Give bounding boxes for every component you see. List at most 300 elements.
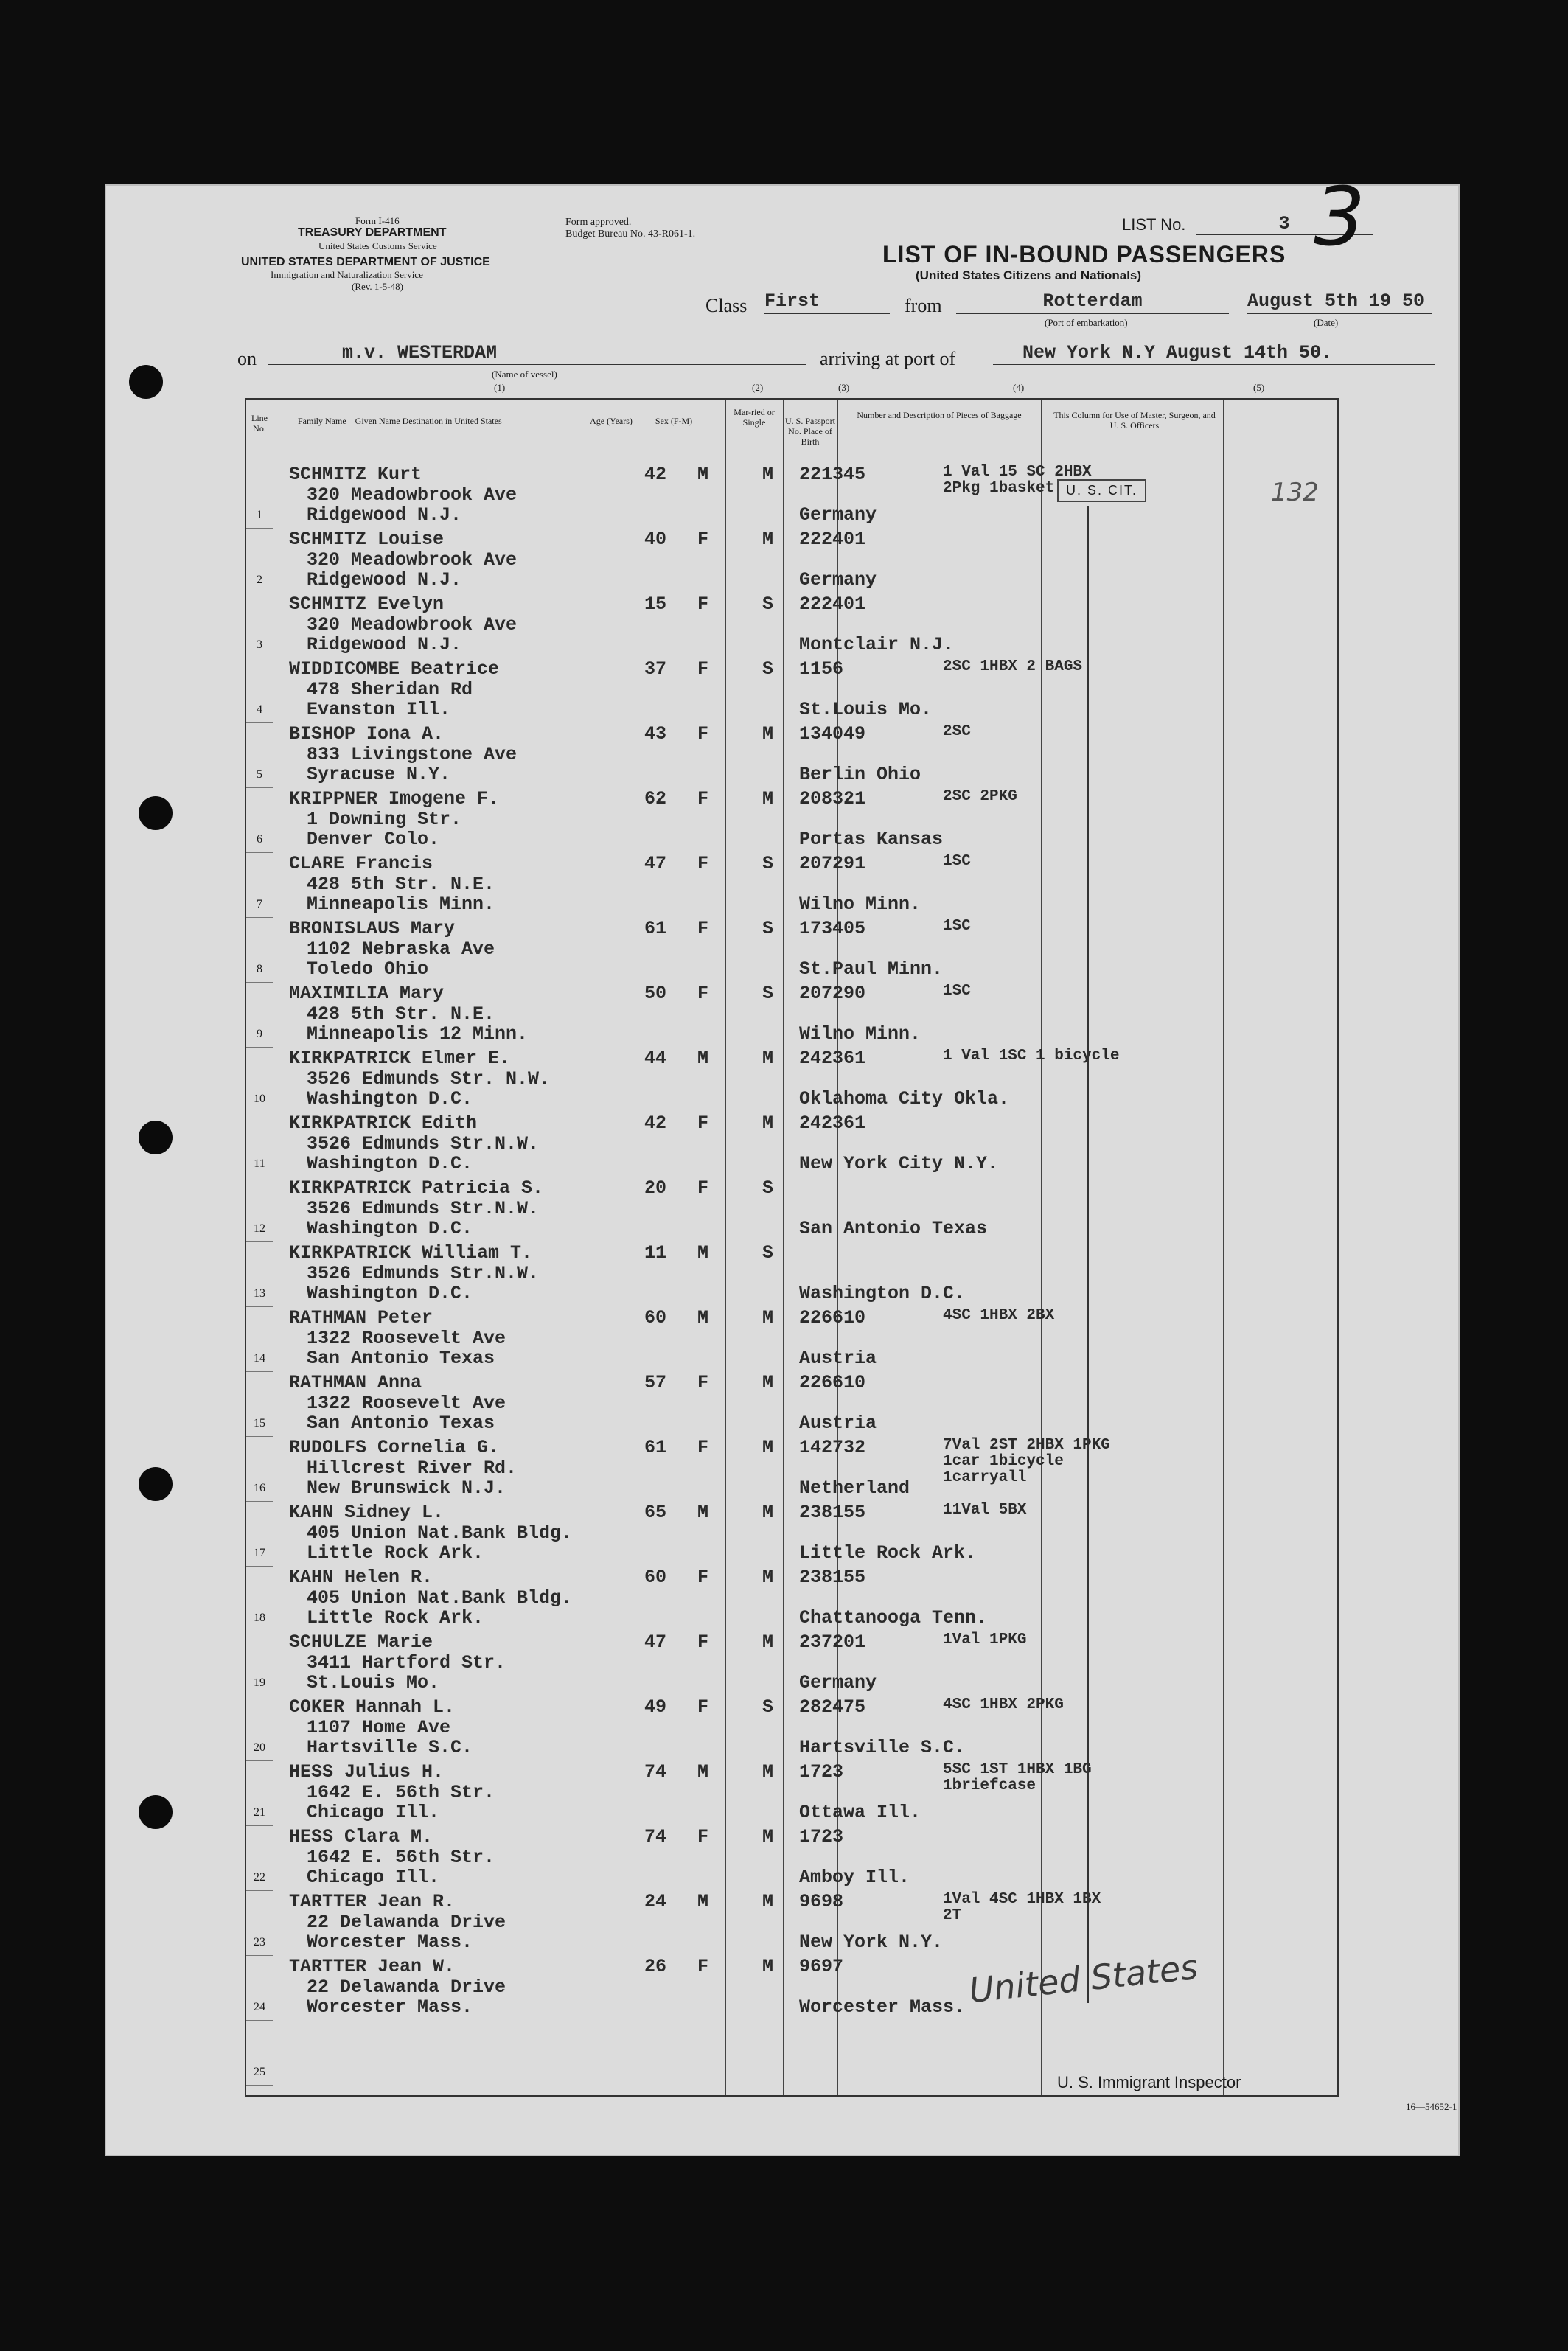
binder-hole	[139, 796, 173, 830]
passenger-marital-status: S	[762, 853, 774, 874]
place-of-birth: Chattanooga Tenn.	[799, 1607, 988, 1629]
header-officers: This Column for Use of Master, Surgeon, and U. S. Officers	[1053, 410, 1216, 431]
passenger-sex: F	[697, 983, 709, 1004]
passenger-address-city: Washington D.C.	[307, 1218, 473, 1239]
passenger-age: 44	[644, 1048, 667, 1069]
row-number: 21	[254, 1806, 265, 1819]
passport-number: 134049	[799, 723, 866, 745]
passenger-name: SCHMITZ Kurt	[289, 464, 422, 485]
passport-number: 242361	[799, 1048, 866, 1069]
place-of-birth: St.Paul Minn.	[799, 958, 944, 980]
date-caption: (Date)	[1314, 317, 1339, 328]
header-married: Mar-ried or Single	[734, 407, 775, 428]
passenger-age: 74	[644, 1826, 667, 1847]
passenger-address-street: 3526 Edmunds Str.N.W.	[307, 1133, 540, 1154]
page-title: LIST OF IN-BOUND PASSENGERS	[882, 241, 1286, 268]
baggage-description: 4SC 1HBX 2PKG	[943, 1696, 1064, 1713]
row-number: 11	[254, 1157, 265, 1170]
passenger-age: 20	[644, 1177, 667, 1199]
on-label: on	[237, 348, 257, 369]
table-row	[246, 917, 273, 918]
passenger-sex: M	[697, 1242, 709, 1264]
passenger-address-city: New Brunswick N.J.	[307, 1477, 506, 1499]
passenger-marital-status: S	[762, 983, 774, 1004]
passenger-address-street: 1322 Roosevelt Ave	[307, 1328, 506, 1349]
passenger-address-city: Evanston Ill.	[307, 699, 451, 720]
passenger-address-street: 320 Meadowbrook Ave	[307, 484, 518, 506]
table-row	[246, 2085, 273, 2086]
passenger-address-city: Chicago Ill.	[307, 1867, 440, 1888]
passenger-sex: M	[697, 1307, 709, 1328]
vessel-value: m.v. WESTERDAM	[268, 343, 806, 365]
passenger-name: RUDOLFS Cornelia G.	[289, 1437, 500, 1458]
passenger-address-street: 428 5th Str. N.E.	[307, 1003, 495, 1025]
passenger-address-city: Little Rock Ark.	[307, 1542, 484, 1564]
baggage-description: 2SC	[943, 723, 971, 740]
passport-number: 237201	[799, 1631, 866, 1653]
place-of-birth: St.Louis Mo.	[799, 699, 933, 720]
passenger-marital-status: S	[762, 1696, 774, 1718]
row-number: 2	[257, 574, 262, 586]
passport-number: 238155	[799, 1502, 866, 1523]
table-row	[246, 1436, 273, 1437]
baggage-description: 2SC 2PKG	[943, 788, 1017, 805]
passenger-address-street: 3526 Edmunds Str. N.W.	[307, 1068, 551, 1090]
passenger-sex: F	[697, 1437, 709, 1458]
passenger-name: COKER Hannah L.	[289, 1696, 456, 1718]
passenger-marital-status: M	[762, 723, 774, 745]
row-number: 8	[257, 963, 262, 975]
from-label: from	[905, 295, 942, 316]
passport-number: 9697	[799, 1956, 844, 1977]
table-row	[246, 1890, 273, 1891]
passport-number: 221345	[799, 464, 866, 485]
place-of-birth: New York N.Y.	[799, 1932, 944, 1953]
passenger-name: SCHMITZ Louise	[289, 529, 445, 550]
baggage-description: 1Val 4SC 1HBX 1BX 2T	[943, 1891, 1101, 1924]
table-row	[246, 2020, 273, 2021]
passport-number: 1723	[799, 1761, 844, 1783]
place-of-birth: Washington D.C.	[799, 1283, 966, 1304]
customs-service: United States Customs Service	[318, 240, 437, 251]
baggage-description: 1SC	[943, 853, 971, 870]
passenger-age: 47	[644, 853, 667, 874]
col-num-5: (5)	[1253, 382, 1265, 393]
table-row	[246, 528, 273, 529]
footer-code: 16—54652-1	[1406, 2101, 1457, 2112]
passenger-age: 49	[644, 1696, 667, 1718]
passenger-address-city: Chicago Ill.	[307, 1802, 440, 1823]
passenger-name: SCHULZE Marie	[289, 1631, 433, 1653]
row-number: 17	[254, 1547, 265, 1559]
passenger-address-city: Washington D.C.	[307, 1283, 473, 1304]
passenger-sex: M	[697, 464, 709, 485]
place-of-birth: Portas Kansas	[799, 829, 944, 850]
passenger-sex: F	[697, 658, 709, 680]
passenger-address-city: Denver Colo.	[307, 829, 440, 850]
passenger-age: 11	[644, 1242, 667, 1264]
place-of-birth: Wilno Minn.	[799, 1023, 921, 1045]
passenger-age: 50	[644, 983, 667, 1004]
passenger-age: 42	[644, 1112, 667, 1134]
passenger-address-street: 1642 E. 56th Str.	[307, 1782, 495, 1803]
passenger-address-city: Ridgewood N.J.	[307, 504, 462, 526]
passenger-marital-status: M	[762, 1826, 774, 1847]
passport-number: 207290	[799, 983, 866, 1004]
passenger-address-street: 833 Livingstone Ave	[307, 744, 518, 765]
passenger-address-street: 3526 Edmunds Str.N.W.	[307, 1198, 540, 1219]
passenger-age: 74	[644, 1761, 667, 1783]
place-of-birth: Worcester Mass.	[799, 1996, 966, 2018]
passenger-sex: F	[697, 918, 709, 939]
passenger-address-city: Toledo Ohio	[307, 958, 429, 980]
passenger-marital-status: M	[762, 1112, 774, 1134]
passenger-address-city: Hartsville S.C.	[307, 1737, 473, 1758]
row-number: 18	[254, 1612, 265, 1624]
passenger-age: 24	[644, 1891, 667, 1912]
ins-service: Immigration and Naturalization Service	[271, 269, 423, 280]
passenger-address-city: Ridgewood N.J.	[307, 569, 462, 591]
col-num-3: (3)	[838, 382, 850, 393]
passenger-name: RATHMAN Peter	[289, 1307, 433, 1328]
baggage-description: 1 Val 15 SC 2HBX 2Pkg 1basket	[943, 464, 1092, 497]
passenger-sex: M	[697, 1048, 709, 1069]
table-row	[246, 1047, 273, 1048]
arriving-label: arriving at port of	[820, 348, 956, 369]
treasury-department: TREASURY DEPARTMENT	[298, 226, 447, 239]
passenger-sex: F	[697, 1567, 709, 1588]
passenger-address-city: San Antonio Texas	[307, 1348, 495, 1369]
passenger-age: 47	[644, 1631, 667, 1653]
passenger-sex: M	[697, 1891, 709, 1912]
header-passport: U. S. Passport No. Place of Birth	[784, 416, 835, 447]
table-row	[246, 1760, 273, 1761]
table-row	[246, 1955, 273, 1956]
passenger-marital-status: M	[762, 1631, 774, 1653]
passenger-sex: F	[697, 853, 709, 874]
table-row	[246, 852, 273, 853]
page-subtitle: (United States Citizens and Nationals)	[916, 268, 1142, 282]
place-of-birth: Austria	[799, 1413, 877, 1434]
passenger-sex: F	[697, 723, 709, 745]
passenger-address-street: 22 Delawanda Drive	[307, 1912, 506, 1933]
passport-number: 173405	[799, 918, 866, 939]
passenger-name: SCHMITZ Evelyn	[289, 593, 445, 615]
passenger-name: KAHN Sidney L.	[289, 1502, 445, 1523]
passenger-name: HESS Clara M.	[289, 1826, 433, 1847]
passenger-sex: F	[697, 1631, 709, 1653]
passenger-address-street: 1642 E. 56th Str.	[307, 1847, 495, 1868]
passenger-address-street: 320 Meadowbrook Ave	[307, 549, 518, 571]
passenger-age: 43	[644, 723, 667, 745]
passenger-address-street: 1322 Roosevelt Ave	[307, 1393, 506, 1414]
passenger-address-city: Worcester Mass.	[307, 1996, 473, 2018]
passenger-address-street: 3526 Edmunds Str.N.W.	[307, 1263, 540, 1284]
row-number: 15	[254, 1417, 265, 1429]
row-number: 5	[257, 768, 262, 781]
passenger-address-city: Worcester Mass.	[307, 1932, 473, 1953]
passenger-age: 26	[644, 1956, 667, 1977]
passenger-sex: F	[697, 1956, 709, 1977]
table-row	[246, 1825, 273, 1826]
row-number: 16	[254, 1482, 265, 1494]
passenger-sex: F	[697, 1372, 709, 1393]
list-no-label: LIST No.	[1122, 215, 1186, 234]
passenger-age: 60	[644, 1567, 667, 1588]
port-caption: (Port of embarkation)	[1045, 317, 1128, 328]
passenger-name: KAHN Helen R.	[289, 1567, 433, 1588]
passport-number: 226610	[799, 1307, 866, 1328]
table-row	[246, 787, 273, 788]
budget-bureau: Budget Bureau No. 43-R061-1.	[565, 229, 696, 240]
passenger-address-city: Syracuse N.Y.	[307, 764, 451, 785]
passenger-name: WIDDICOMBE Beatrice	[289, 658, 500, 680]
place-of-birth: Amboy Ill.	[799, 1867, 910, 1888]
passenger-marital-status: M	[762, 1891, 774, 1912]
baggage-description: 11Val 5BX	[943, 1502, 1027, 1519]
place-of-birth: Oklahoma City Okla.	[799, 1088, 1010, 1110]
passenger-age: 60	[644, 1307, 667, 1328]
header-line-no: Line No.	[251, 413, 268, 433]
passenger-table	[245, 398, 1339, 2097]
passenger-age: 40	[644, 529, 667, 550]
row-number: 19	[254, 1676, 265, 1689]
passenger-address-city: San Antonio Texas	[307, 1413, 495, 1434]
table-row	[246, 1306, 273, 1307]
passenger-marital-status: S	[762, 593, 774, 615]
place-of-birth: Netherland	[799, 1477, 910, 1499]
place-of-birth: Hartsville S.C.	[799, 1737, 966, 1758]
passport-number: 207291	[799, 853, 866, 874]
passenger-sex: M	[697, 1761, 709, 1783]
passenger-marital-status: M	[762, 1307, 774, 1328]
baggage-description: 1 Val 1SC 1 bicycle	[943, 1048, 1120, 1065]
passenger-sex: F	[697, 593, 709, 615]
baggage-description: 7Val 2ST 2HBX 1PKG 1car 1bicycle 1carryall	[943, 1437, 1110, 1486]
passenger-name: TARTTER Jean R.	[289, 1891, 456, 1912]
passport-number: 1723	[799, 1826, 844, 1847]
baggage-description: 4SC 1HBX 2BX	[943, 1307, 1055, 1324]
place-of-birth: Montclair N.J.	[799, 634, 955, 655]
passport-number: 1156	[799, 658, 844, 680]
manifest-sheet	[105, 170, 1460, 2156]
passenger-marital-status: M	[762, 1956, 774, 1977]
passenger-sex: F	[697, 1177, 709, 1199]
row-number: 1	[257, 509, 262, 521]
passenger-marital-status: M	[762, 464, 774, 485]
passenger-marital-status: S	[762, 1177, 774, 1199]
table-row	[246, 1566, 273, 1567]
passenger-marital-status: M	[762, 1437, 774, 1458]
baggage-description: 1SC	[943, 983, 971, 1000]
passenger-address-city: Ridgewood N.J.	[307, 634, 462, 655]
passenger-name: BISHOP Iona A.	[289, 723, 445, 745]
col-num-1: (1)	[494, 382, 506, 393]
passenger-age: 15	[644, 593, 667, 615]
class-label: Class	[705, 295, 748, 316]
us-citizen-stamp: U. S. CIT.	[1057, 479, 1146, 502]
place-of-birth: Austria	[799, 1348, 877, 1369]
passenger-name: RATHMAN Anna	[289, 1372, 422, 1393]
row-number: 24	[254, 2001, 265, 2013]
place-of-birth: Germany	[799, 504, 877, 526]
passenger-name: KIRKPATRICK Elmer E.	[289, 1048, 511, 1069]
passenger-name: KRIPPNER Imogene F.	[289, 788, 500, 809]
passenger-sex: F	[697, 788, 709, 809]
row-number: 20	[254, 1741, 265, 1754]
passenger-address-street: 1102 Nebraska Ave	[307, 938, 495, 960]
passenger-address-street: 320 Meadowbrook Ave	[307, 614, 518, 635]
table-row	[246, 1501, 273, 1502]
table-row	[246, 1241, 273, 1242]
row-number: 13	[254, 1287, 265, 1300]
passenger-age: 57	[644, 1372, 667, 1393]
list-no-handwritten: 3	[1314, 170, 1365, 264]
passenger-age: 37	[644, 658, 667, 680]
row-number: 23	[254, 1936, 265, 1948]
passport-number: 222401	[799, 529, 866, 550]
passenger-address-street: 428 5th Str. N.E.	[307, 874, 495, 895]
date-value: August 5th 19 50	[1247, 291, 1432, 314]
binder-hole	[129, 365, 163, 399]
row-number: 3	[257, 638, 262, 651]
passport-number: 142732	[799, 1437, 866, 1458]
passenger-name: TARTTER Jean W.	[289, 1956, 456, 1977]
passenger-marital-status: S	[762, 918, 774, 939]
row-number: 10	[254, 1093, 265, 1105]
inspector-signature: United States	[967, 1946, 1200, 2011]
passenger-address-street: 3411 Hartford Str.	[307, 1652, 506, 1673]
passenger-marital-status: S	[762, 1242, 774, 1264]
passenger-marital-status: S	[762, 658, 774, 680]
passenger-name: KIRKPATRICK William T.	[289, 1242, 533, 1264]
col-num-4: (4)	[1013, 382, 1025, 393]
place-of-birth: Berlin Ohio	[799, 764, 921, 785]
passenger-sex: F	[697, 1112, 709, 1134]
place-of-birth: San Antonio Texas	[799, 1218, 988, 1239]
binder-hole	[139, 1795, 173, 1829]
passenger-name: MAXIMILIA Mary	[289, 983, 445, 1004]
place-of-birth: Germany	[799, 1672, 877, 1693]
passenger-name: BRONISLAUS Mary	[289, 918, 456, 939]
passenger-sex: F	[697, 1826, 709, 1847]
passport-number: 9698	[799, 1891, 844, 1912]
passenger-age: 62	[644, 788, 667, 809]
department-of-justice: UNITED STATES DEPARTMENT OF JUSTICE	[241, 256, 490, 268]
passenger-marital-status: M	[762, 529, 774, 550]
officer-number: 132	[1271, 478, 1319, 507]
place-of-birth: Ottawa Ill.	[799, 1802, 921, 1823]
passenger-age: 65	[644, 1502, 667, 1523]
row-number: 25	[254, 2066, 265, 2078]
passenger-address-city: Washington D.C.	[307, 1088, 473, 1110]
passport-number: 208321	[799, 788, 866, 809]
revision-date: (Rev. 1-5-48)	[352, 281, 403, 292]
table-row	[246, 1371, 273, 1372]
binder-hole	[139, 1467, 173, 1501]
place-of-birth: Germany	[799, 569, 877, 591]
passenger-age: 61	[644, 918, 667, 939]
class-value: First	[764, 291, 890, 314]
passenger-address-city: Minneapolis Minn.	[307, 894, 495, 915]
list-no-value: 3	[1196, 214, 1373, 235]
baggage-description: 5SC 1ST 1HBX 1BG 1briefcase	[943, 1761, 1092, 1794]
passenger-address-street: 405 Union Nat.Bank Bldg.	[307, 1587, 573, 1609]
passport-number: 238155	[799, 1567, 866, 1588]
form-approved: Form approved.	[565, 217, 632, 228]
passenger-address-street: 478 Sheridan Rd	[307, 679, 473, 700]
passenger-marital-status: M	[762, 1761, 774, 1783]
passenger-marital-status: M	[762, 1502, 774, 1523]
binder-hole	[139, 1121, 173, 1154]
passport-number: 242361	[799, 1112, 866, 1134]
header-baggage: Number and Description of Pieces of Baggage	[857, 410, 1022, 420]
passenger-address-street: 22 Delawanda Drive	[307, 1976, 506, 1998]
inspector-caption: U. S. Immigrant Inspector	[1057, 2073, 1241, 2091]
passenger-address-street: 405 Union Nat.Bank Bldg.	[307, 1522, 573, 1544]
table-row	[246, 982, 273, 983]
passenger-name: HESS Julius H.	[289, 1761, 445, 1783]
baggage-description: 1Val 1PKG	[943, 1631, 1027, 1648]
col-num-2: (2)	[752, 382, 764, 393]
row-number: 9	[257, 1028, 262, 1040]
place-of-birth: New York City N.Y.	[799, 1153, 999, 1174]
passenger-address-city: Little Rock Ark.	[307, 1607, 484, 1629]
baggage-description: 1SC	[943, 918, 971, 935]
passenger-marital-status: M	[762, 788, 774, 809]
row-number: 22	[254, 1871, 265, 1884]
row-number: 7	[257, 898, 262, 910]
officer-check-line	[1087, 506, 1089, 2003]
passenger-sex: F	[697, 1696, 709, 1718]
passenger-name: KIRKPATRICK Edith	[289, 1112, 478, 1134]
passport-number: 282475	[799, 1696, 866, 1718]
passenger-address-street: 1107 Home Ave	[307, 1717, 451, 1738]
table-row	[246, 722, 273, 723]
passenger-age: 42	[644, 464, 667, 485]
arrival-value: New York N.Y August 14th 50.	[993, 343, 1435, 365]
passenger-sex: M	[697, 1502, 709, 1523]
header-age: Age (Years)	[590, 416, 633, 426]
header-sex: Sex (F-M)	[655, 416, 693, 426]
passenger-marital-status: M	[762, 1567, 774, 1588]
passenger-sex: F	[697, 529, 709, 550]
place-of-birth: Little Rock Ark.	[799, 1542, 977, 1564]
passenger-marital-status: M	[762, 1372, 774, 1393]
port-value: Rotterdam	[956, 291, 1229, 314]
passenger-marital-status: M	[762, 1048, 774, 1069]
passport-number: 222401	[799, 593, 866, 615]
row-number: 6	[257, 833, 262, 846]
passenger-address-street: Hillcrest River Rd.	[307, 1457, 518, 1479]
passport-number: 226610	[799, 1372, 866, 1393]
row-number: 12	[254, 1222, 265, 1235]
passenger-address-city: St.Louis Mo.	[307, 1672, 440, 1693]
baggage-description: 2SC 1HBX 2 BAGS	[943, 658, 1083, 675]
passenger-name: CLARE Francis	[289, 853, 433, 874]
header-name: Family Name—Given Name Destination in United States	[298, 416, 502, 426]
place-of-birth: Wilno Minn.	[799, 894, 921, 915]
row-number: 14	[254, 1352, 265, 1365]
passenger-age: 61	[644, 1437, 667, 1458]
passenger-address-city: Minneapolis 12 Minn.	[307, 1023, 529, 1045]
row-number: 4	[257, 703, 262, 716]
vessel-caption: (Name of vessel)	[492, 369, 557, 380]
passenger-name: KIRKPATRICK Patricia S.	[289, 1177, 544, 1199]
form-number: Form I-416	[355, 215, 400, 226]
passenger-address-street: 1 Downing Str.	[307, 809, 462, 830]
passenger-address-city: Washington D.C.	[307, 1153, 473, 1174]
